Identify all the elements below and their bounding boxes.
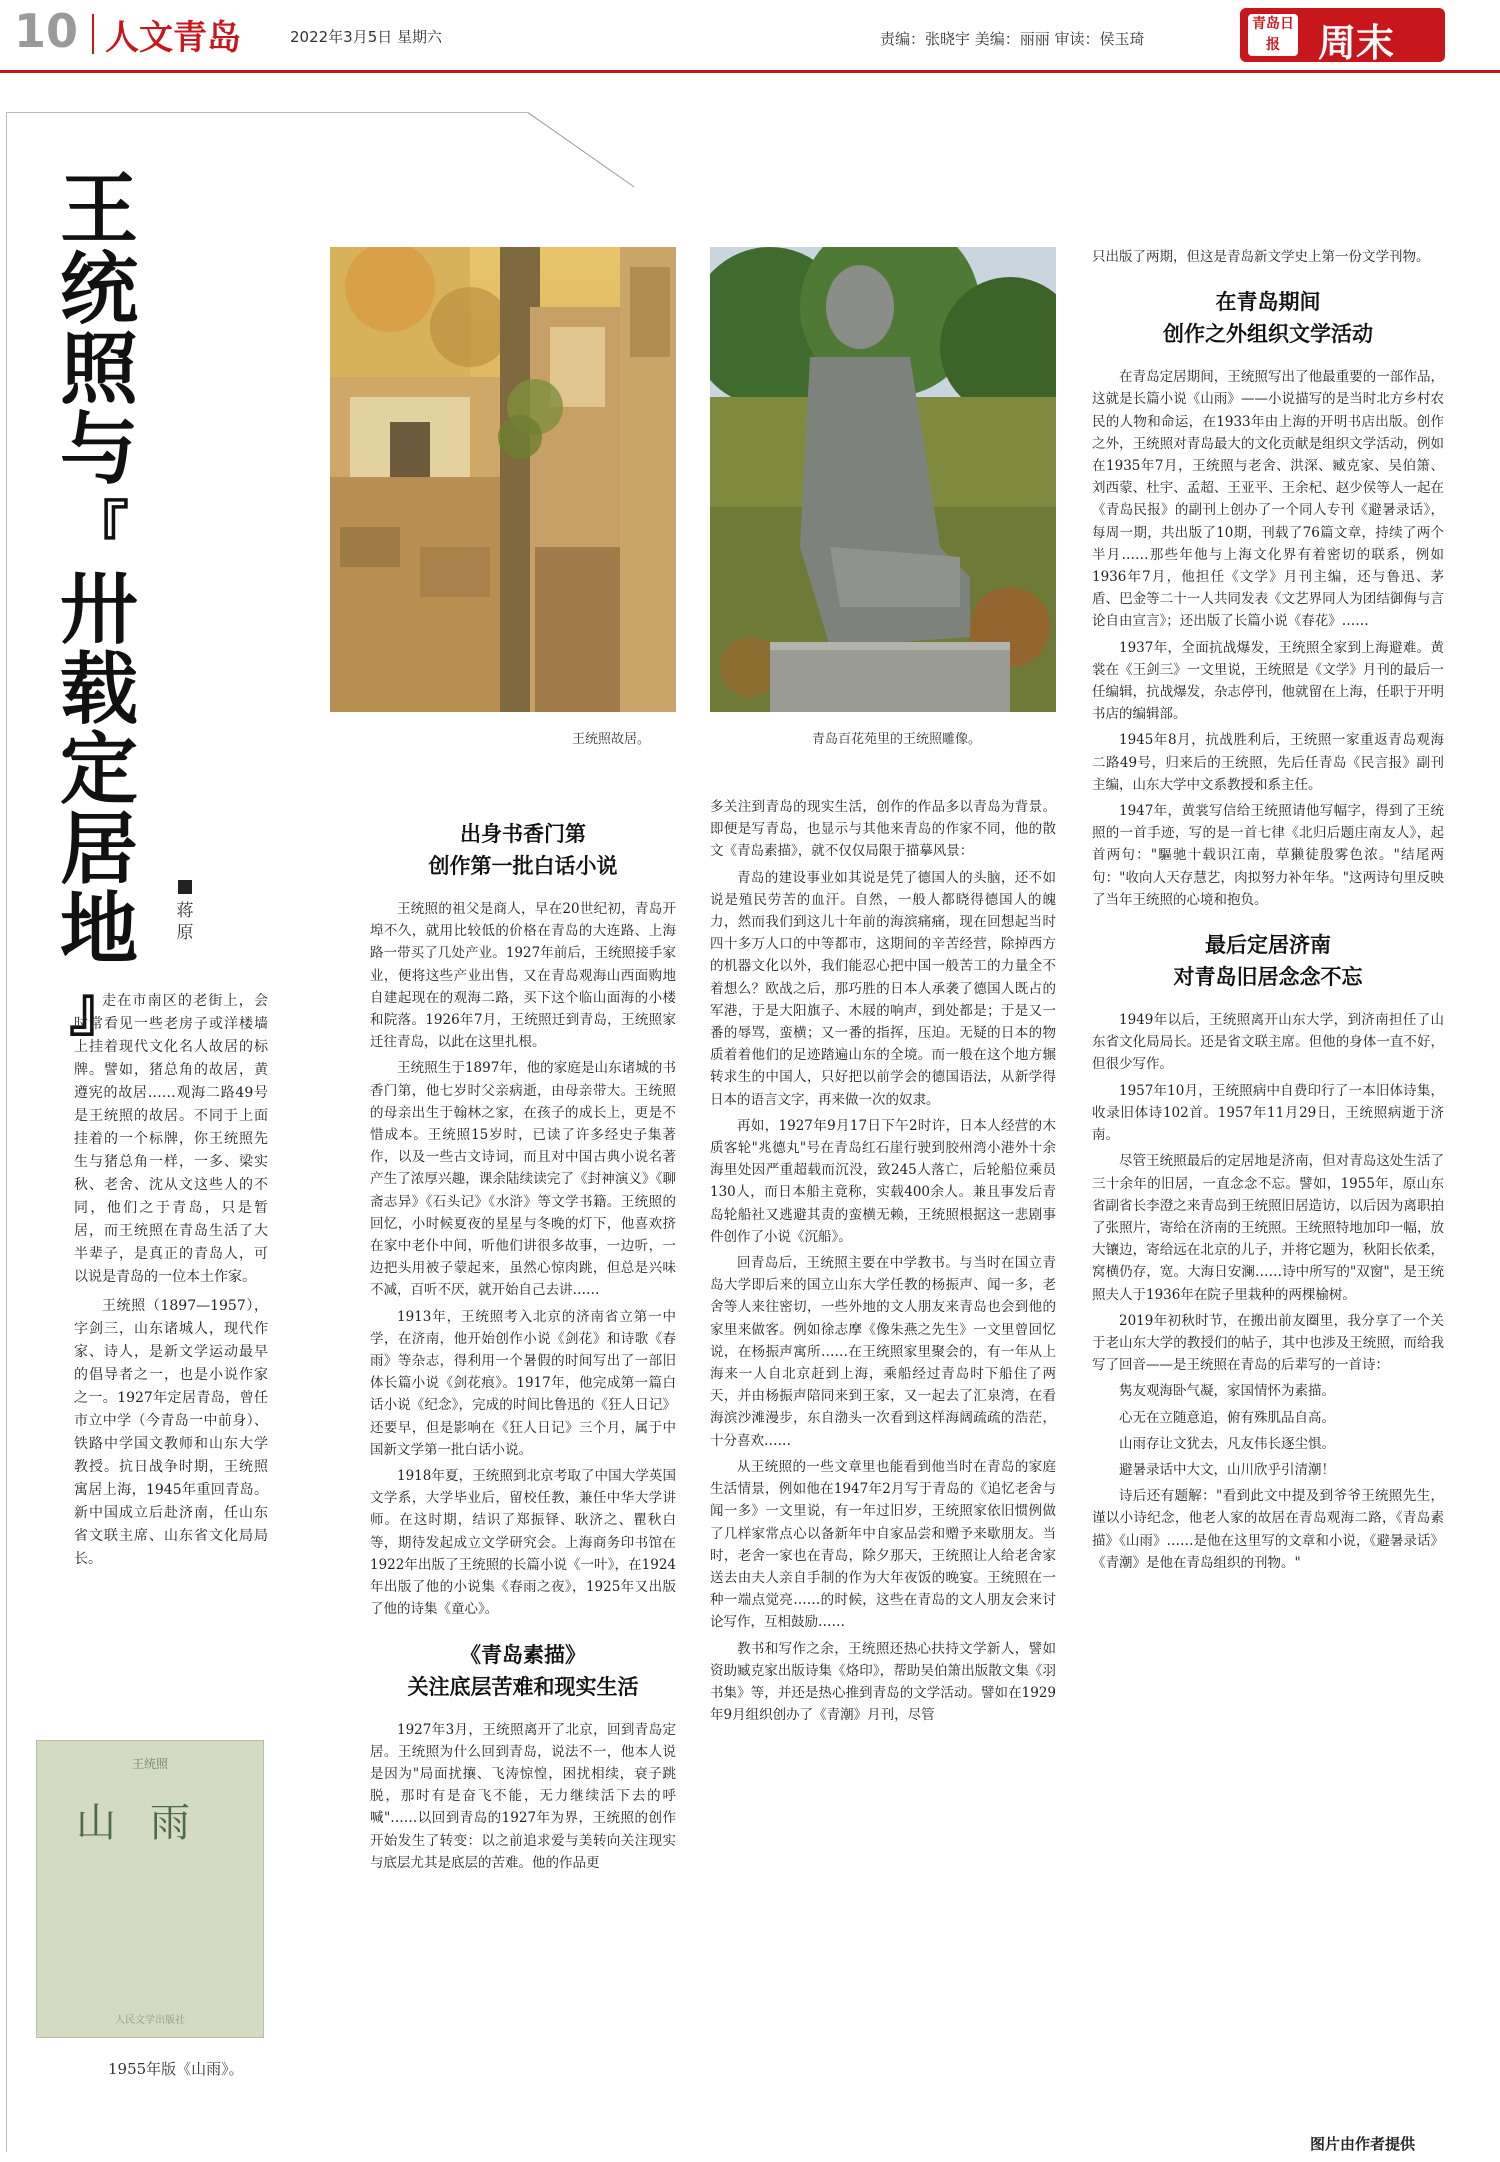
page-number: 10 (14, 4, 79, 58)
body-paragraph: 1937年，全面抗战爆发，王统照全家到上海避难。黄裳在《王剑三》一文里说，王统照是《文学》月刊的最后一任编辑，抗战爆发，杂志停刊，他就留在上海，任职于开明书店的编辑部。 (1092, 639, 1444, 723)
book-title: 山雨 (76, 1800, 224, 1846)
body-paragraph: 王统照生于1897年，他的家庭是山东诸城的书香门第，他七岁时父亲病逝，由母亲带大。王统照的母亲出生于翰林之家，在孩子的成长上，更是不惜成本。王统照15岁时，已读了许多经史子集著作，以及一些古文诗词，而且对中国古典小说名著产生了浓厚兴趣，课余陆续读完了《封神演义》《聊斋志异》《石头记》《水浒》等文学书籍。王统照的回忆，小时候夏夜的星星与冬晚的灯下，他喜欢挤在家中老仆中间，听他们讲很多故事，一边听，一边把头用被子蒙起来，虽然心惊肉跳，但总是兴味不减，百听不厌，就开始自己去讲…… (370, 1060, 676, 1299)
subheading-4 (1092, 929, 1444, 993)
column-1 (370, 800, 676, 1878)
section-title: 人文青岛 (105, 18, 241, 58)
title-char: 居 (59, 804, 138, 895)
book-author: 王统照 (131, 1757, 168, 1771)
body-paragraph: 回青岛后，王统照主要在中学教书。与当时在国立青岛大学即后来的国立山东大学任教的杨振声、闻一多，老舍等人来往密切，一些外地的文人朋友来青岛也会到他的家里来做客。例如徐志摩《像朱燕之先生》一文里曾回忆说，在杨振声寓所……在王统照家里聚会的，有一年从上海来一人自北京赶到上海，乘船经过青岛时下船住了两天，并由杨振声陪同来到王家，又一起去了汇泉湾，在看海滨沙滩漫步，东自渤头一次看到这样海阔疏疏的浩茫，十分喜欢…… (710, 1255, 1056, 1449)
body-paragraph: 在青岛定居期间，王统照写出了他最重要的一部作品，这就是长篇小说《山雨》——小说描写的是当时北方乡村农民的人物和命运，在1933年由上海的开明书店出版。创作之外，王统照对青岛最大的文化贡献是组织文学活动，例如在1935年7月，王统照与老舍、洪深、臧克家、吴伯箫、刘西蒙、杜宇、孟超、王亚平、王余杞、赵少侯等人一起在《青岛民报》的副刊上创办了一个同人专刊《避暑录话》，每周一期，共出版了10期，刊载了76篇文章，持续了两个半月……那些年他与上海文化界有着密切的联系，例如1936年7月，他担任《文学》月刊主编，还与鲁迅、茅盾、巴金等二十一人共同发表《文艺界同人为团结御侮与言论自由宣言》；还出版了长篇小说《春花》…… (1092, 369, 1444, 630)
subheading-line: 创作之外组织文学活动 (1163, 322, 1373, 347)
photo1-caption: 王统照故居。 (572, 732, 651, 747)
title-char: 卅 (59, 564, 138, 655)
book-publisher: 人民文学出版社 (115, 2015, 185, 2026)
subheading-line: 出身书香门第 (460, 822, 586, 846)
subheading-line: 创作第一批白话小说 (428, 854, 618, 878)
header-divider (92, 14, 94, 54)
book-caption: 1955年版《山雨》。 (108, 2060, 244, 2078)
subheading-line: 对青岛旧居念念不忘 (1173, 965, 1363, 990)
body-paragraph: 1949年以后，王统照离开山东大学，到济南担任了山东省文化局局长。还是省文联主席。但他的身体一直不好，但很少写作。 (1092, 1012, 1444, 1073)
column-2 (710, 796, 1056, 1730)
photo2-caption: 青岛百花苑里的王统照雕像。 (812, 732, 982, 747)
page-header (0, 0, 1500, 73)
subheading-line: 在青岛期间 (1215, 290, 1321, 315)
body-paragraph: 诗后还有题解："看到此文中提及到爷爷王统照先生，谨以小诗纪念，他老人家的故居在青岛观海二路，《青岛素描》《山雨》……是他在这里写的文章和小说，《避暑录话》《青潮》是他在青岛组织的刊物。" (1092, 1488, 1444, 1571)
body-paragraph: 再如，1927年9月17日下午2时许，日本人经营的木质客轮"兆德丸"号在青岛红石崖行驶到胶州湾小港外十余海里处因严重超载而沉没，致245人落亡，后轮船位乘员130人，而日本船主竟称，实载400余人。兼且事发后青岛轮船社又逃避其责的蛮横无赖，王统照根据这一悲剧事件创作了小说《沉船》。 (710, 1117, 1056, 1245)
issue-date: 2022年3月5日 星期六 (290, 28, 443, 46)
body-paragraph: 只出版了两期，但这是青岛新文学史上第一份文学刊物。 (1092, 249, 1430, 265)
body-paragraph: 1957年10月，王统照病中自费印行了一本旧体诗集，收录旧体诗102首。1957年11月29日，王统照病逝于济南。 (1092, 1082, 1444, 1144)
title-char: 『 (69, 495, 129, 565)
poem-line: 心无在立随意追，俯有殊肌品自高。 (1119, 1409, 1335, 1426)
title-char: 统 (59, 244, 138, 335)
title-char: 载 (59, 644, 138, 735)
poem-line: 避暑录话中大文，山川欣乎引清潮！ (1119, 1461, 1335, 1478)
intro-paragraph: 王统照（1897—1957），字剑三，山东诸城人，现代作家、诗人，是新文学运动最早的倡导者之一，也是小说作家之一。1927年定居青岛，曾任市立中学（今青岛一中前身）、铁路中学国文教师和山东大学教授。抗日战争时期，王统照寓居上海，1945年重回青岛。新中国成立后赴济南，任山东省文联主席、山东省文化局局长。 (74, 1298, 268, 1567)
body-paragraph: 王统照的祖父是商人，早在20世纪初，青岛开埠不久，就用比较低的价格在青岛的大连路、上海路一带买了几处产业。1927年前后，王统照接手家业，便将这些产业出售，又在青岛观海山西面购地自建起现在的观海二路，买下这个临山面海的小楼和院落。1926年7月，王统照迁到青岛，王统照家迁往青岛，以此在这里扎根。 (370, 901, 676, 1051)
subheading-line: 《青岛素描》 (460, 1642, 586, 1667)
weekend-badge (1240, 8, 1445, 65)
intro-paragraph: 走在市南区的老街上，会时常看见一些老房子或洋楼墙上挂着现代文化名人故居的标牌。譬如，猪总角的故居，黄遵宪的故居……观海二路49号是王统照的故居。不同于上面挂着的一个标牌，你王统照先生与猪总角一样，一多、梁实秋、老舍、沈从文这些人的不同，他们之于青岛，只是暂居，而王统照在青岛生活了大半辈子，是真正的青岛人，可以说是青岛的一位本土作家。 (74, 993, 268, 1285)
statue-photo (710, 247, 1056, 712)
body-paragraph: 1913年，王统照考入北京的济南省立第一中学，在济南，他开始创作小说《剑花》和诗歌《春雨》等杂志，得利用一个暑假的时间写出了一部旧体长篇小说《剑花痕》。1917年，他完成第一篇白话小说《纪念》，完成的时间比鲁迅的《狂人日记》还要早，但是影响在《狂人日记》三个月，属于中国新文学第一批白话小说。 (370, 1308, 676, 1458)
body-paragraph: 尽管王统照最后的定居地是济南，但对青岛这处生活了三十余年的旧居，一直念念不忘。譬如，1955年，原山东省副省长李澄之来青岛到王统照旧居造访，以后因为离职拍了张照片，寄给在济南的王统照。王统照特地加印一幅，放大镶边，寄给远在北京的儿子，并将它题为，秋阳长依柔，窝横仍存，宽。大海日安澜……诗中所写的"双窗"，是王统照夫人于1936年在院子里栽种的两棵榆树。 (1092, 1153, 1444, 1303)
body-paragraph: 多关注到青岛的现实生活，创作的作品多以青岛为背景。即便是写青岛，也显示与其他来青岛的作家不同，他的散文《青岛素描》，就不仅仅局限于描摹风景： (710, 799, 1056, 860)
body-paragraph: 青岛的建设事业如其说是凭了德国人的头脑，还不如说是殖民劳苦的血汗。自然，一般人都晓得德国人的魄力，然而我们到这儿十年前的海滨痛痛，现在回想起当时四十多万人口的中等都市，这期间的辛苦经营，除掉西方的机器文化以外，我们能忍心把中国一般苦工的力量全不着想么？欧战之后，那巧胜的日本人承袭了德国人既占的军港，于是大阳旗子、木屐的响声，到处都是；于是又一番的辱骂，蛮横；又一番的指挥，压迫。无疑的日本的物质着着他们的足迹踏遍山东的全境。而一般在这个地方辗转求生的中国人，只好把以前学会的德国语法，从新学得日本的语言文字，再来做一次的奴隶。 (710, 869, 1056, 1108)
poem-line: 隽友观海卧气凝，家国情怀为素描。 (1119, 1383, 1335, 1400)
title-char: 王 (59, 164, 138, 255)
photo-credit: 图片由作者提供 (1310, 2135, 1416, 2153)
column-3 (1092, 246, 1444, 1578)
subheading-3 (1092, 286, 1444, 350)
intro-column (74, 990, 268, 1577)
body-paragraph: 1927年3月，王统照离开了北京，回到青岛定居。王统照为什么回到青岛，说法不一，他本人说是因为"局面扰攘、飞涛惊惶，困扰相续，衰子跳脱，那时有是奋飞不能，无力继续活下去的呼喊"……以回到青岛的1927年为界，王统照的创作开始发生了转变：以之前追求爱与美转向关注现实与底层尤其是底层的苦难。他的作品更 (370, 1721, 676, 1871)
body-paragraph: 从王统照的一些文章里也能看到他当时在青岛的家庭生活情景，例如他在1947年2月写于青岛的《追忆老舍与闻一多》一文里说，有一年过旧岁，王统照家依旧惯例做了几样家常点心以备新年中自家品尝和赠予来歇朋友。当时，老舍一家也在青岛，除夕那天，王统照让人给老舍家送去由夫人亲自手制的作为大年夜饭的晚宴。王统照在一种一端点觉亮……的时候，这些在青岛的文人朋友会来讨论写作，互相鼓励…… (710, 1458, 1056, 1631)
subheading-1 (370, 818, 676, 882)
former-residence-photo (330, 247, 676, 712)
author-byline (175, 880, 195, 944)
weekend-label: 周末 (1318, 20, 1395, 65)
subheading-line: 最后定居济南 (1205, 933, 1331, 958)
newspaper-logo-icon: 青岛日报 (1248, 14, 1298, 56)
author-name: 蒋原 (176, 901, 194, 943)
frame-corner-line (527, 112, 634, 187)
subheading-2 (370, 1639, 676, 1703)
byline-marker-icon (178, 880, 192, 894)
book-cover-image (36, 1740, 264, 2038)
title-char: 照 (59, 324, 138, 415)
body-paragraph: 教书和写作之余，王统照还热心扶持文学新人，譬如资助臧克家出版诗集《烙印》，帮助吴伯箫出版散文集《羽书集》等，并还是热心推到青岛的文学活动。譬如在1929年9月组织创办了《青潮》月刊，尽管 (710, 1640, 1056, 1724)
poem-line: 山雨存让文犹去，凡友伟长逐尘惧。 (1119, 1435, 1335, 1452)
editor-credits: 责编：张晓宇 美编：丽丽 审读：侯玉琦 (880, 30, 1145, 48)
title-char: 地 (59, 884, 138, 975)
article-title (54, 164, 144, 1050)
body-paragraph: 1945年8月，抗战胜利后，王统照一家重返青岛观海二路49号，归来后的王统照，先后任青岛《民言报》副刊主编，山东大学中文系教授和系主任。 (1092, 732, 1444, 793)
body-paragraph: 1947年，黄裳写信给王统照请他写幅字，得到了王统照的一首手迹，写的是一首七律《北归后题庄南友人》，起首两句："驅驰十载识江南，草獭徒殷雾色浓。"结尾两句："收向人天存慧艺，肉拟努力补年华。"这两诗句里反映了当年王统照的心境和抱负。 (1092, 803, 1444, 908)
body-paragraph: 2019年初秋时节，在搬出前友圈里，我分享了一个关于老山东大学的教授们的帖子，其中也涉及王统照，而给我写了回音——是王统照在青岛的后辈写的一首诗： (1092, 1312, 1444, 1374)
title-char: 』 (69, 975, 129, 1045)
title-char: 与 (59, 404, 138, 495)
title-char: 定 (59, 724, 138, 815)
subheading-line: 关注底层苦难和现实生活 (407, 1674, 639, 1699)
body-paragraph: 1918年夏，王统照到北京考取了中国大学英国文学系，大学毕业后，留校任教，兼任中华大学讲师。在这时期，结识了郑振铎、耿济之、瞿秋白等，期待发起成立文学研究会。上海商务印书馆在1922年出版了王统照的长篇小说《一叶》，在1924年出版了他的小说集《春雨之夜》，1925年又出版了他的诗集《童心》。 (370, 1468, 676, 1618)
